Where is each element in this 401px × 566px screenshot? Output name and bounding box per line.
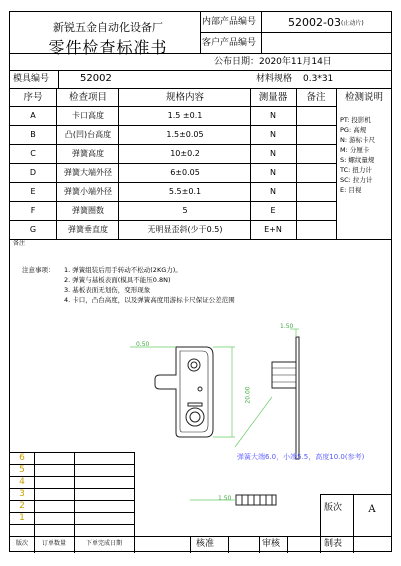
- row-d-item: 弹簧大端外径: [64, 168, 112, 177]
- mold-value: 52002: [80, 73, 112, 84]
- dim-left: 0.50: [136, 341, 150, 348]
- row-e-spec: 5.5±0.1: [168, 187, 202, 196]
- row-c-item: 弹簧高度: [72, 149, 104, 158]
- row-f-spec: 5: [182, 206, 188, 215]
- row-a-spec: 1.5 ±0.1: [167, 111, 203, 120]
- row-e-no: E: [30, 187, 36, 196]
- row-b-spec: 1.5±0.05: [166, 130, 204, 139]
- footer-col-remark: 下单完成日期: [85, 540, 122, 547]
- row-a-no: A: [30, 111, 36, 120]
- row-b-item: 凸(凹)台高度: [64, 130, 112, 139]
- row-d-tool: N: [270, 168, 276, 177]
- row-a-item: 卡口高度: [72, 111, 104, 120]
- company-name: 新锐五金自动化设备厂: [53, 21, 163, 34]
- rev-value: A: [368, 504, 376, 515]
- history-no-5: 5: [19, 465, 25, 475]
- row-c-spec: 10±0.2: [170, 149, 200, 158]
- col-description: 检测说明: [344, 92, 383, 103]
- history-no-1: 1: [19, 513, 25, 523]
- history-no-3: 3: [19, 489, 25, 499]
- row-g-tool: E+N: [264, 225, 282, 234]
- notes-label: 注意事项：: [22, 266, 55, 274]
- footer-col-content: 订单数量: [41, 540, 66, 547]
- row-b-no: B: [30, 130, 36, 139]
- rev-label: 版次: [324, 503, 343, 513]
- row-g-item: 弹簧垂直度: [68, 225, 108, 234]
- col-remark: 备注: [306, 92, 326, 103]
- internal-no: 52002-03: [288, 16, 341, 29]
- col-tool: 测量器: [258, 92, 288, 103]
- row-a-tool: N: [270, 111, 276, 120]
- col-no: 序号: [23, 92, 43, 103]
- col-item: 检查项目: [68, 92, 107, 103]
- internal-no-label: 内部产品编号: [202, 17, 257, 27]
- history-no-6: 6: [19, 453, 25, 463]
- review-label: 审核: [262, 539, 281, 549]
- material-value: 0.3*31: [303, 74, 334, 84]
- inspection-sheet: [9, 11, 392, 552]
- sheet-title: 零件检查标准书: [48, 38, 168, 57]
- publish-date: 公布日期：2020年11月14日: [214, 57, 332, 67]
- internal-no-suffix: (止动片): [341, 20, 364, 27]
- approve-label: 核准: [196, 539, 215, 549]
- row-d-no: D: [29, 168, 37, 177]
- extra-mark: 备注: [13, 240, 26, 247]
- footer-col-version: 版次: [15, 540, 28, 547]
- tool-legend: PT: 投影机 PG: 高规 N: 游标卡尺 M: 分厘卡 S: 螺纹量规 TC: 扭力计 SC: 拉力计 E: 目视: [340, 116, 376, 194]
- row-g-no: G: [29, 225, 37, 234]
- customer-no-label: 客户产品编号: [202, 38, 257, 48]
- row-g-spec: 无明显歪斜(少于0.5): [147, 225, 223, 234]
- row-f-item: 弹簧圈数: [72, 206, 104, 215]
- row-e-tool: N: [270, 187, 276, 196]
- row-c-tool: N: [270, 149, 276, 158]
- row-c-no: C: [30, 149, 36, 158]
- row-e-item: 弹簧小端外径: [64, 187, 112, 196]
- make-label: 制表: [324, 539, 343, 549]
- material-label: 材料规格: [256, 74, 293, 84]
- notes-list: 1. 弹簧组装后用手转动不松动(2KG力)。 2. 弹簧与基板表面(模具不能压0.8N) 3. 基板表面无划伤，变形现象 4. 卡口，凸台高度，以及弹簧高度用游标卡尺保证公差范围: [64, 266, 235, 304]
- mold-label: 模具编号: [13, 74, 50, 84]
- dim-height: 20.00: [244, 386, 252, 404]
- row-d-spec: 6±0.05: [170, 168, 200, 177]
- part-drawing: [10, 307, 391, 512]
- history-no-4: 4: [19, 477, 25, 487]
- col-spec: 规格内容: [165, 92, 204, 103]
- history-no-2: 2: [19, 501, 25, 511]
- row-f-no: F: [30, 206, 36, 215]
- spring-note: 弹簧大端6.0，小端5.5，高度10.0(参考): [237, 453, 365, 461]
- dim-top: 1.50: [280, 323, 294, 330]
- row-b-tool: N: [270, 130, 276, 139]
- row-f-tool: E: [270, 206, 276, 215]
- dim-bottom: 1.50: [218, 495, 232, 502]
